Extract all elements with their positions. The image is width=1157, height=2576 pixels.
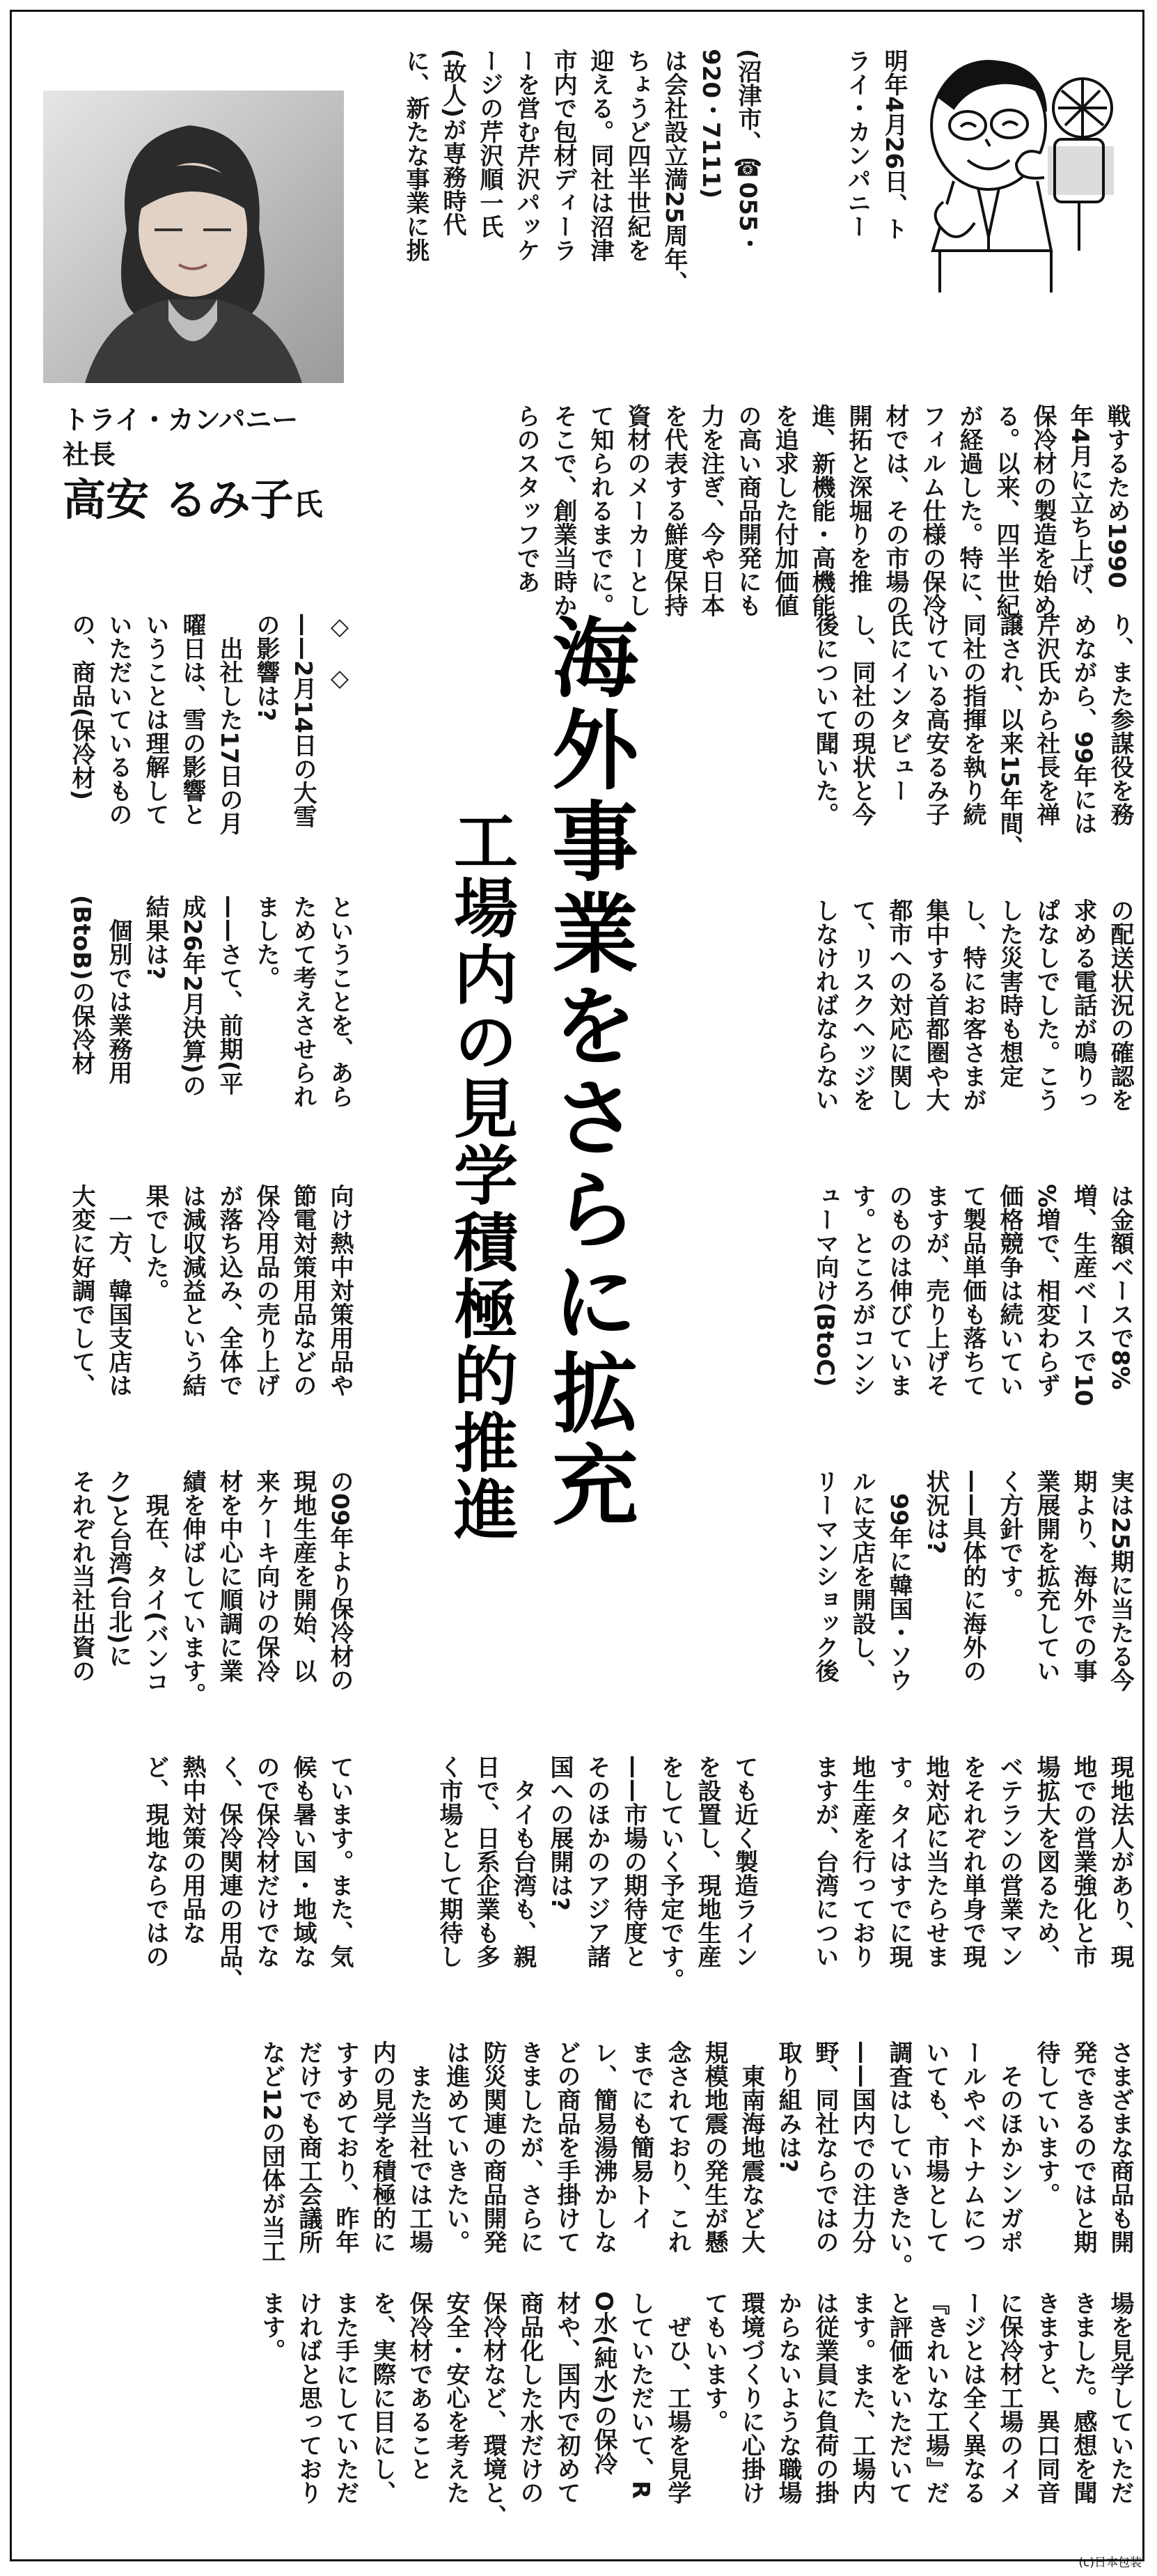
- body-block-13: さまざまな商品も開 発できるのではと期 待しています。 そのほかシンガポ ールやベトナムにつ いても、市場として 調査はしていきたい。 ——国内での注力分 野、同社ならではの 取り組みは? 東南海地震など大 規模地震の発生が懸 念されており、これ までにも簡易トイ レ、簡易湯沸かしな どの商品を手掛けて きましたが、さらに 防災関連の商品開発 は進めていきたい。 また当社では工場 内の見学を積極的に すすめており、昨年 だけでも商工会議所 など12の団体が当工: [258, 2040, 1134, 2277]
- body-block-10: 現地法人があり、現 地での営業強化と市 場拡大を図るため、 ベテランの営業マン をそれぞれ単身で現 地対応に当たらせま す。タイはすでに現 地生産を行っており ますが、台湾につい: [811, 1755, 1134, 1968]
- intro-text-col-6: ちょうど四半世紀を: [623, 49, 651, 262]
- body-block-14: 場を見学していただ きました。感想を聞 きますと、異口同音 に保冷材工場のイメ ージとは全く異なる 『きれいな工場』だ と評価をいただいて ます。また、工場内 は従業員に負荷の掛 からないような職場 環境づくりに心掛け てもいます。 ぜひ、工場を見学 していただいて、R O水(純水)の保冷 材や、国内で初めて 商品化した水だけの 保冷材など、環境と、 安全・安心を考えた 保冷材であること を、実際に目にし、 また手にしていただ ければと思っており ます。: [258, 2291, 1134, 2528]
- body-block-9: の09年より保冷材の 現地生産を開始、以 来ケーキ向けの保冷 材を中心に順調に業 績を伸ばしています。 現在、タイ(バンコ ク)と台湾(台北)に それぞれ当社出資の: [68, 1469, 354, 1706]
- body-block-5: ◇ ◇ ——2月14日の大雪 の影響は? 出社した17日の月 曜日は、雪の影響と いうことは理解して いただいているもの の、商品(保冷材): [68, 613, 354, 836]
- body-block-11: ても近く製造ライン を設置し、現地生産 をしていく予定です。 ——市場の期待度と そのほかのアジア諸 国への展開は? タイも台湾も、親 日で、日系企業も多 く市場として期待し: [435, 1755, 758, 1992]
- profile-caption: [63, 403, 355, 528]
- reporter-mascot-illustration: [912, 42, 1135, 362]
- portrait-photo: [43, 91, 344, 383]
- body-block-8: 向け熱中対策用品や 節電対策用品などの 保冷用品の売り上げ が落ち込み、全体で は減収減益という結 果でした。 一方、韓国支店は 大変に好調でして、: [68, 1184, 354, 1397]
- intro-text-col-3: (沼津市、☎055・: [734, 49, 762, 256]
- intro-text-col-12: に、新たな事業に挑: [402, 49, 430, 262]
- body-block-4: ということを、あら ためて考えさせられ ました。 ——さて、前期(平 成26年2月決算)の 結果は? 個別では業務用 (BtoB)の保冷材: [68, 895, 354, 1108]
- headline-sub: 工場内の見学積極的推進: [443, 808, 518, 1543]
- body-block-7: 実は25期に当たる今 期より、海外での事 業展開を拡充してい く方針です。 ——具体的に海外の 状況は? 99年に韓国・ソウ ルに支店を開設し、 リーマンショック後: [811, 1469, 1134, 1692]
- copyright-mark: (c)日本包装: [1078, 2556, 1142, 2570]
- profile-company: トライ・カンパニー: [63, 405, 299, 435]
- intro-text-col-9: ーを営む芹沢パッケ: [512, 49, 540, 262]
- profile-name: 高安 るみ子: [63, 474, 294, 525]
- body-block-3: の配送状況の確認を 求める電話が鳴りっ ぱなしでした。こう した災害時も想定 し、特にお客さまが 集中する首都圏や大 都市への対応に関し て、リスクヘッジを しなければならない: [811, 898, 1134, 1111]
- intro-text-col-10: ージの芹沢順一氏: [475, 49, 503, 238]
- body-block-12: ています。また、気 候も暑い国・地域な ので保冷材だけでな く、保冷関連の用品、 熱中対策の用品な ど、現地ならではの: [141, 1755, 354, 1992]
- intro-text-col-2: ライ・カンパニー: [843, 49, 871, 238]
- body-block-6: は金額ベースで8% 増、生産ベースで10 %増で、相変わらず 価格競争は続いてい て製品単価も落ちて ますが、売り上げそ のものは伸びていま す。ところがコンシ ューマ向け(BtoC): [811, 1184, 1134, 1407]
- intro-text-col-11: (故人)が専務時代: [439, 49, 466, 237]
- intro-text-col-7: 迎える。同社は沼津: [586, 49, 614, 262]
- headline-main: 海外事業をさらに拡充: [537, 613, 638, 1532]
- intro-text-col-4: 920・7111): [697, 49, 725, 199]
- intro-text-col-5: は会社設立満25周年、: [660, 49, 688, 295]
- intro-text-col-1: 明年4月26日、ト: [880, 49, 908, 240]
- body-block-1: 戦するため1990 年4月に立ち上げ、 保冷材の製造を始め る。以来、四半世紀 が経過した。特に、 フィルム仕様の保冷 材では、その市場の 開拓と深堀りを推 進、新機能・高機能 を追求した付加価値 の高い商品開発にも 力を注ぎ、今や日本 を代表する鮮度保持 資材のメーカーとし て知られるまでに。 そこで、創業当時か らのスタッフであ: [512, 404, 1131, 617]
- profile-honorific: 氏: [293, 487, 323, 522]
- intro-text-col-8: 市内で包材ディーラ: [549, 49, 577, 262]
- profile-role: 社長: [63, 439, 116, 470]
- body-block-2: り、また参謀役を務 めながら、99年には 芹沢氏から社長を禅 譲され、以来15年間、 同社の指揮を執り続 けている高安るみ子 氏にインタビュー し、同社の現状と今 後について聞いた。: [811, 613, 1134, 859]
